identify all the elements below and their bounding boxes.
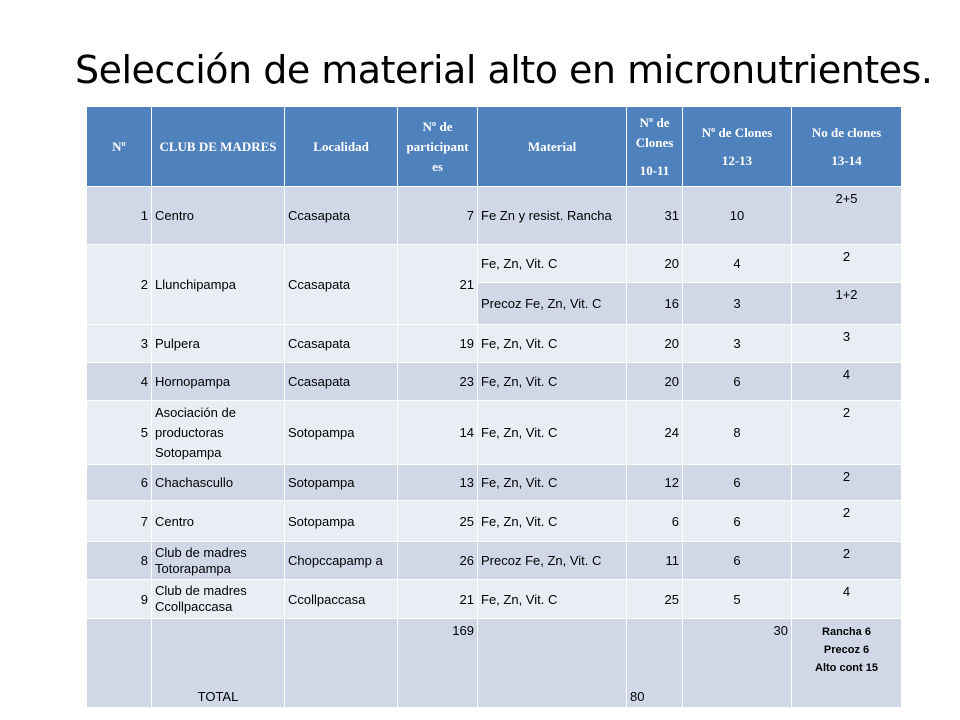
cell-clones-1314: 2+5 [792,187,902,245]
header-club: CLUB DE MADRES [152,107,285,187]
cell-clones-1011: 20 [627,245,683,283]
cell-material: Fe, Zn, Vit. C [478,501,627,542]
cell-clones-1011: 6 [627,501,683,542]
total-participantes: 169 [398,619,478,708]
cell-clones-1213: 8 [683,401,792,465]
cell-clones-1213: 6 [683,465,792,501]
header-clones-1213 [683,107,792,187]
cell-localidad: Sotopampa [285,465,398,501]
header-clones-1213-year: 12-13 [721,152,753,168]
table-row [87,325,902,363]
cell-club: Club de madres Ccollpaccasa [152,580,285,619]
table-row [87,363,902,401]
total-material-cell [478,619,627,708]
cell-participantes: 7 [398,187,478,245]
cell-club: Centro [152,187,285,245]
table-row [87,580,902,619]
cell-num: 4 [87,363,152,401]
table-row [87,501,902,542]
total-clones-1011: 80 [627,619,683,708]
cell-clones-1011: 12 [627,465,683,501]
cell-material: Fe, Zn, Vit. C [478,465,627,501]
cell-clones-1314: 1+2 [792,283,902,325]
cell-clones-1314: 4 [792,580,902,619]
cell-num: 1 [87,187,152,245]
cell-clones-1314: 3 [792,325,902,363]
cell-clones-1314: 2 [792,401,902,465]
cell-participantes: 25 [398,501,478,542]
header-clones-1213-label: Nº de Clones [701,124,773,140]
cell-material: Fe, Zn, Vit. C [478,325,627,363]
cell-clones-1011: 31 [627,187,683,245]
cell-club: Asociación de productoras Sotopampa [152,401,285,465]
cell-material: Fe, Zn, Vit. C [478,363,627,401]
table-row [87,465,902,501]
cell-participantes: 13 [398,465,478,501]
clones-table [86,106,902,708]
cell-localidad: Sotopampa [285,501,398,542]
header-clones-1314-label: No de clones [811,124,882,140]
cell-clones-1011: 16 [627,283,683,325]
table-row [87,542,902,580]
cell-localidad: Sotopampa [285,401,398,465]
total-row [87,619,902,708]
cell-clones-1011: 11 [627,542,683,580]
cell-num: 9 [87,580,152,619]
cell-club: Chachascullo [152,465,285,501]
cell-localidad: Ccollpaccasa [285,580,398,619]
cell-num: 5 [87,401,152,465]
cell-clones-1213: 6 [683,542,792,580]
cell-material: Fe, Zn, Vit. C [478,580,627,619]
cell-localidad: Ccasapata [285,325,398,363]
cell-clones-1314: 2 [792,501,902,542]
cell-localidad: Chopccapamp a [285,542,398,580]
header-clones-1011-label: Nº de Clones [635,114,674,150]
header-clones-1011 [627,107,683,187]
cell-participantes: 23 [398,363,478,401]
table-row [87,187,902,245]
cell-material: Precoz Fe, Zn, Vit. C [478,283,627,325]
cell-club: Club de madres Totorapampa [152,542,285,580]
cell-clones-1314: 2 [792,465,902,501]
cell-participantes: 19 [398,325,478,363]
cell-material: Fe Zn y resist. Rancha [478,187,627,245]
header-material: Material [478,107,627,187]
cell-participantes: 21 [398,580,478,619]
header-participantes: Nº de participant es [398,107,478,187]
cell-clones-1011: 25 [627,580,683,619]
cell-clones-1213: 3 [683,283,792,325]
cell-clones-1213: 3 [683,325,792,363]
total-localidad-cell [285,619,398,708]
cell-num: 3 [87,325,152,363]
cell-club: Hornopampa [152,363,285,401]
total-clones-1213: 30 [683,619,792,708]
header-clones-1314 [792,107,902,187]
cell-material: Fe, Zn, Vit. C [478,245,627,283]
table-row [87,245,902,283]
cell-clones-1011: 20 [627,363,683,401]
cell-clones-1011: 20 [627,325,683,363]
total-clones-1314 [792,619,902,708]
cell-club: Centro [152,501,285,542]
total-rancha: Rancha 6 [822,626,871,638]
cell-localidad: Ccasapata [285,187,398,245]
cell-club: Pulpera [152,325,285,363]
total-precoz: Precoz 6 [823,644,870,656]
cell-num: 6 [87,465,152,501]
cell-num: 2 [87,245,152,325]
cell-participantes: 14 [398,401,478,465]
cell-clones-1213: 4 [683,245,792,283]
cell-participantes: 26 [398,542,478,580]
cell-material: Precoz Fe, Zn, Vit. C [478,542,627,580]
total-num-cell [87,619,152,708]
cell-clones-1213: 10 [683,187,792,245]
table-row [87,401,902,465]
cell-clones-1213: 6 [683,363,792,401]
cell-clones-1314: 2 [792,542,902,580]
cell-localidad: Ccasapata [285,245,398,325]
table-header-row [87,107,902,187]
cell-clones-1213: 5 [683,580,792,619]
cell-localidad: Ccasapata [285,363,398,401]
header-clones-1314-year: 13-14 [831,152,862,168]
total-label: TOTAL [152,619,285,708]
total-alto-cont: Alto cont 15 [815,662,878,674]
cell-clones-1213: 6 [683,501,792,542]
cell-num: 8 [87,542,152,580]
header-clones-1011-year: 10-11 [639,162,670,178]
header-num: Nº [87,107,152,187]
header-localidad: Localidad [285,107,398,187]
cell-clones-1314: 2 [792,245,902,283]
cell-material: Fe, Zn, Vit. C [478,401,627,465]
cell-participantes: 21 [398,245,478,325]
cell-clones-1011: 24 [627,401,683,465]
cell-club: Llunchipampa [152,245,285,325]
cell-clones-1314: 4 [792,363,902,401]
cell-num: 7 [87,501,152,542]
page-title: Selección de material alto en micronutrientes. [75,48,933,92]
